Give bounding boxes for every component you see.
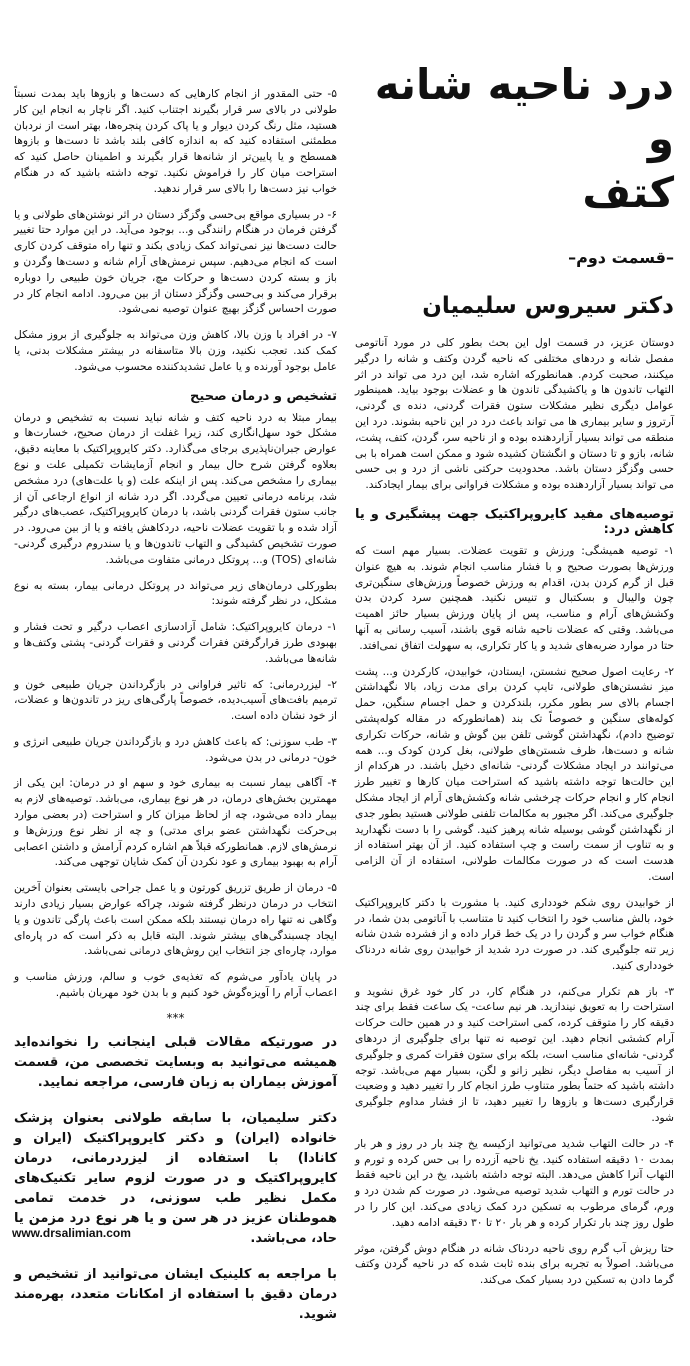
tip-paragraph: ۴- در حالت التهاب شدید می‌توانید ازکیسه یخ چند بار در روز و هر بار بمدت ۱۰ دقیقه استفاده کنید. یخ ناحیه آزرده را بی حس کرده و تورم و التهاب آنرا کاهش می‌دهد. البته توجه داشته باشید، یخ در این ناحیه فقط در حالت تورم و التهاب شدید توصیه می‌شود. در صورت کم شدن درد و ورم، گرمای مرطوب به تسکین درد کمک زیادی می‌کند. این کار را در طول روز چند بار تکرار کرده و هر بار ۲۰ تا ۳۰ دقیقه ادامه دهید. <box>355 1136 674 1229</box>
separator-stars: *** <box>166 1010 185 1025</box>
tip-paragraph: ۷- در افراد با وزن بالا، کاهش وزن می‌تواند به جلوگیری از بروز مشکل کمک کند. تعجب نکنید، وزن بالا متاسفانه در بیشتر مشکلات بدنی، یا عامل بوجود آورنده و یا عامل تشدیدکننده محسوب می‌شود. <box>14 328 337 373</box>
bold-notice: در صورتیکه مقالات قبلی اینجانب را نخوانده‌اید همیشه می‌توانید به وبسایت تخصصی من، قسمت آموزش بیماران به زبان فارسی، مراجعه نمایید. <box>14 1034 337 1090</box>
tip-paragraph: حتا ریزش آب گرم روی ناحیه دردناک شانه در هنگام دوش گرفتن، موثر می‌باشد. اصولاً به تجربه برای بنده ثابت شده که در ناحیه گردن وکتف گرما دادن به تسکین درد بسیار کمک می‌کند. <box>355 1241 674 1287</box>
title-line-1: درد ناحیه شانه و <box>374 60 674 163</box>
article-author: دکتر سیروس سلیمیان <box>422 293 674 319</box>
article-subtitle: –قسمت دوم– <box>568 248 674 267</box>
tip-paragraph: ۶- در بسیاری مواقع بی‌حسی وگزگز دستان در اثر نوشتن‌های طولانی و یا گرفتن فرمان در هنگام رانندگی و... بوجود می‌آید. در این موارد حتا تغییر حالت دست‌ها نیز نمی‌تواند کمک زیادی بکند و تنها راه متوقف کردن کاری است که انجام می‌دهیم. سپس نرمش‌های آرام شانه و دست‌ها وگردن و باز و بسته کردن دست‌ها و حرکات مچ، جریان خون طبیعی را دوباره برقرار می‌کند و بی‌حسی وگزگز دستان از بین می‌رود. ادامه انجام کار در صورت احساس گزگز بهیچ عنوان توصیه نمی‌شود. <box>14 207 337 316</box>
treatment-item: ۴- آگاهی بیمار نسبت به بیماری خود و سهم او در درمان: این یکی از مهمترین بخش‌های درمان، در هر نوع بیماری، می‌باشد. توصیه‌های لازم به بیمار داده می‌شود، چه از لحاظ میزان کار و استراحت (در بعضی موارد بی‌حرکت نگهداشتن عضو برای مدتی) و چه از نظر نوع ورزش‌ها و نرمش‌های لازم. همانطورکه قبلاً هم اشاره کردم آرامش و داشتن اعصابی آرام به بهبود بیماری و عود نکردن آن کمک شایان توجهی می‌کند. <box>14 776 337 869</box>
tip-paragraph: ۳- باز هم تکرار می‌کنم، در هنگام کار، در کار خود غرق نشوید و استراحت را به تعویق نیندازید. هر نیم ساعت- یک ساعت فقط برای چند دقیقه کار را متوقف کرده، کمی استراحت کنید و در همین حالت حرکات آرام کششی انجام دهید. این توصیه نه تنها برای جلوگیری از دردهای گردنی- شانه‌ای مناسب است، بلکه برای ستون فقرات کمری و جلوگیری از آسیب به مفاصل دیگر، نظیر زانو و لگن، بسیار مهم می‌باشد. توجه داشته باشید که حتماً بطور متناوب طرز انجام کار را تغییر دهید و وضعیت قرارگیری دست‌ها و بازوها را تغییر دهید، تا از فشار مداوم جلوگیری شود. <box>355 984 674 1125</box>
article-title <box>355 58 674 220</box>
closing-paragraph: در پایان یادآور می‌شوم که تغذیه‌ی خوب و سالم، ورزش مناسب و اعصاب آرام را آویزه‌گوش خود کنیم و با بدن خود مهربان باشیم. <box>14 970 337 1000</box>
bold-notice: با مراجعه به کلینیک ایشان می‌توانید از تشخیص و درمان دقیق با استفاده از امکانات متعدد، بهره‌مند شوید. <box>14 1266 337 1322</box>
diagnosis-paragraph: بیمار مبتلا به درد ناحیه کتف و شانه نباید نسبت به تشخیص و درمان مشکل خود سهل‌انگاری کند، زیرا غفلت از درمان صحیح، خسارت‌ها و عوارض جبران‌ناپذیری برجای می‌گذارد. دکتر کایروپراکتیک با معاینه دقیق، بعلاوه گرفتن شرح حال بیمار و انجام آزمایشات تکمیلی علت و نوع بیماری را مشخص می‌کند. پس از اینکه علت (و یا علت‌های) درد مشخص شد، برنامه درمانی تعیین می‌گردد. اگر درد شانه از انواع ارجاعی آن از جانب ستون فقرات گردنی باشد، با درمان کایروپراکتیک، عصب‌های درگیر آزاد شده و با تقویت عضلات ناحیه، دردکاهش یافته و یا از بین می‌رود. در صورت تشخیص کشیدگی و التهاب تاندون‌ها و یا سندروم درگیری گردنی- شانه‌ای (TOS) و... پروتکل درمانی متفاوت می‌باشد. <box>14 410 337 566</box>
website-link[interactable]: www.drsalimian.com <box>12 1226 131 1240</box>
diagnosis-heading: تشخیص و درمان صحیح <box>190 388 337 404</box>
treatment-item: ۲- لیزردرمانی: که تاثیر فراوانی در بازگرداندن جریان طبیعی خون و ترمیم بافت‌های آسیب‌دیده، خصوصاً پارگی‌های ریز در تاندون‌ها و عضلات، از خود نشان داده است. <box>14 677 337 723</box>
title-line-2: کتف <box>582 168 674 217</box>
tip-paragraph: ۵- حتی المقدور از انجام کارهایی که دست‌ها و بازوها باید بمدت نسبتاً طولانی در بالای سر قرار بگیرند اجتناب کنید. اگر ناچار به انجام این کار هستید، مثل رنگ کردن دیوار و یا پاک کردن پنجره‌ها، بهتر است از نردبان مطمئنی استفاده کنید که به اندازه کافی بلند باشد تا دست‌ها و بازوها همسطح و یا پایین‌تر از شانه‌ها قرار بگیرند و اطمینان حاصل کنید که استراحت میان کار را فراموش نکنید. توجه داشته باشید که در هنگام خواب نیز دست‌ها را بالای سر قرار ندهید. <box>14 87 337 195</box>
tip-paragraph: از خوابیدن روی شکم خودداری کنید. با مشورت با دکتر کایروپراکتیک خود، بالش مناسب خود را انتخاب کنید تا متناسب با آناتومی بدن شما، در هنگام خواب سر و گردن را در یک خط قرار داده و از فشرده شدن شانه زیر تنه جلوگیری کند. در صورت درد شدید از خوابیدن روی شانه دردناک خودداری کنید. <box>355 895 674 972</box>
tip-paragraph: ۱- توصیه همیشگی: ورزش و تقویت عضلات. بسیار مهم است که ورزش‌ها بصورت صحیح و با فشار مناسب انجام شوند. به هیچ عنوان قبل از گرم کردن بدن، اقدام به ورزش خصوصاً ورزش‌های سنگین‌تری چون والیبال و بسکتبال و تنیس نکنید. همچنین سرد کردن بدن وکشش‌های آرام و مناسب، پس از پایان ورزش بسیار حائز اهمیت می‌باشد. وقتی که عضلات ناحیه شانه قوی باشند، آسیب رسانی به آنها حتا در موارد ضربه‌های شدید و یا کار تکراری، به سهولت اتفاق نمی‌افتد. <box>355 543 674 652</box>
bold-notice: دکتر سلیمیان، با سابقه طولانی بعنوان پزشک خانواده (ایران) و دکتر کایروپراکتیک (ایران و کانادا) با استفاده از لیزردرمانی، درمان کایروپراکتیک و در صورت لزوم سایر تکنیک‌های مکمل نظیر طب سوزنی، در خدمت تمامی هموطنان عزیز در هر سن و یا هر نوع درد مزمن یا حاد، می‌باشد. <box>14 1110 337 1246</box>
left-column <box>0 0 345 1351</box>
program-paragraph: بطورکلی درمان‌های زیر می‌تواند در پروتکل درمانی بیمار، بسته به نوع مشکل، در نظر گرفته شوند: <box>14 578 337 608</box>
tips-heading: توصیه‌های مفید کایروپراکتیک جهت پیشگیری و یا کاهش درد: <box>355 506 674 537</box>
tip-paragraph: ۲- رعایت اصول صحیح نشستن، ایستادن، خوابیدن، کارکردن و... پشت میز نشستن‌های طولانی، تایپ کردن برای مدت زیاد، بالا نگهداشتن اجسام بالای سر بطور مکرر، بلندکردن و حمل اجسام سنگین، حمل کوله‌های سنگین و خصوصاً تک بند (همانطورکه در مقاله کوله‌پشتی توضیح دادم)، نگهداشتن گوشی تلفن بین گوش و شانه، حرکات تکراری شانه و دست‌ها، ظرف شستن‌های طولانی، بغل کردن کودک و... همه می‌توانند در ایجاد مشکلات گردنی- شانه‌ای دخیل باشند. در هرکدام از این حالت‌ها توجه داشته باشید که استراحت میان کارها و تغییر طرز انجام کار و انجام حرکات چرخشی شانه وکشش‌های آرام از ایجاد مشکل جلوگیری می‌کند. اگر مجبور به مکالمات تلفنی طولانی هستید بطور جدی از نگهداشتن گوشی بوسیله شانه پرهیز کنید. گوشی را با دست نگهدارید و به تناوب از سمت راست و چپ استفاده کنید. از آن بهتر استفاده از هدست است که در صورت مکالمات طولانی، استفاده از آن الزامی است. <box>355 664 674 883</box>
treatment-item: ۱- درمان کایروپراکتیک: شامل آزادسازی اعصاب درگیر و تحت فشار و بهبودی طرز قرارگرفتن فقرات گردنی و فقرات گردنی- پشتی وکتف‌ها و شانه‌ها می‌باشد. <box>14 620 337 665</box>
treatment-item: ۵- درمان از طریق تزریق کورتون و یا عمل جراحی بایستی بعنوان آخرین انتخاب در درمان درنظر گرفته شوند، چراکه عوارض بسیار زیادی دارند وگاهی نه تنها راه درمان نیستند بلکه ممکن است باعث پارگی تاندون و یا ایجاد چسبندگی‌های بیشتر شوند. البته قابل به ذکر است که در پاره‌ای موارد، چاره‌ای جز انتخاب این روش‌های درمانی نمی‌باشد. <box>14 881 337 958</box>
right-column <box>345 0 690 1308</box>
intro-paragraph: دوستان عزیز، در قسمت اول این بحث بطور کلی در مورد آناتومی مفصل شانه و دردهای مختلفی که ناحیه گردن وکتف و شانه را درگیر میکنند، صحبت کردم. همانطورکه اشاره شد، این درد می تواند در اثر التهاب تاندون ها و یاکشیدگی تاندون ها و عضلات بوجود بیاید. همینطور عوامل دیگری نظیر مشکلات ستون فقرات گردنی، دنده ی گردنی، آرتروز و سایر بیماری ها می تواند باعث درد در این ناحیه بشوند. درد این منطقه می تواند بسیار آزاردهنده بوده و از ناحیه سر، گردن، کتف، پشت، شانه، بازو و تا دستان و انگشتان کشیده شود و ممکن است همراه با بی حسی وگزگز دستان باشد. محدودیت حرکتی ناشی از درد و بی حسی می تواند بسیار آزاردهنده بوده و مشکلات فراوانی برای بیمار ایجادکند. <box>355 336 674 492</box>
treatment-item: ۳- طب سوزنی: که باعث کاهش درد و بازگرداندن جریان طبیعی انرژی و خون- درمانی در بدن می‌شود. <box>14 734 337 764</box>
